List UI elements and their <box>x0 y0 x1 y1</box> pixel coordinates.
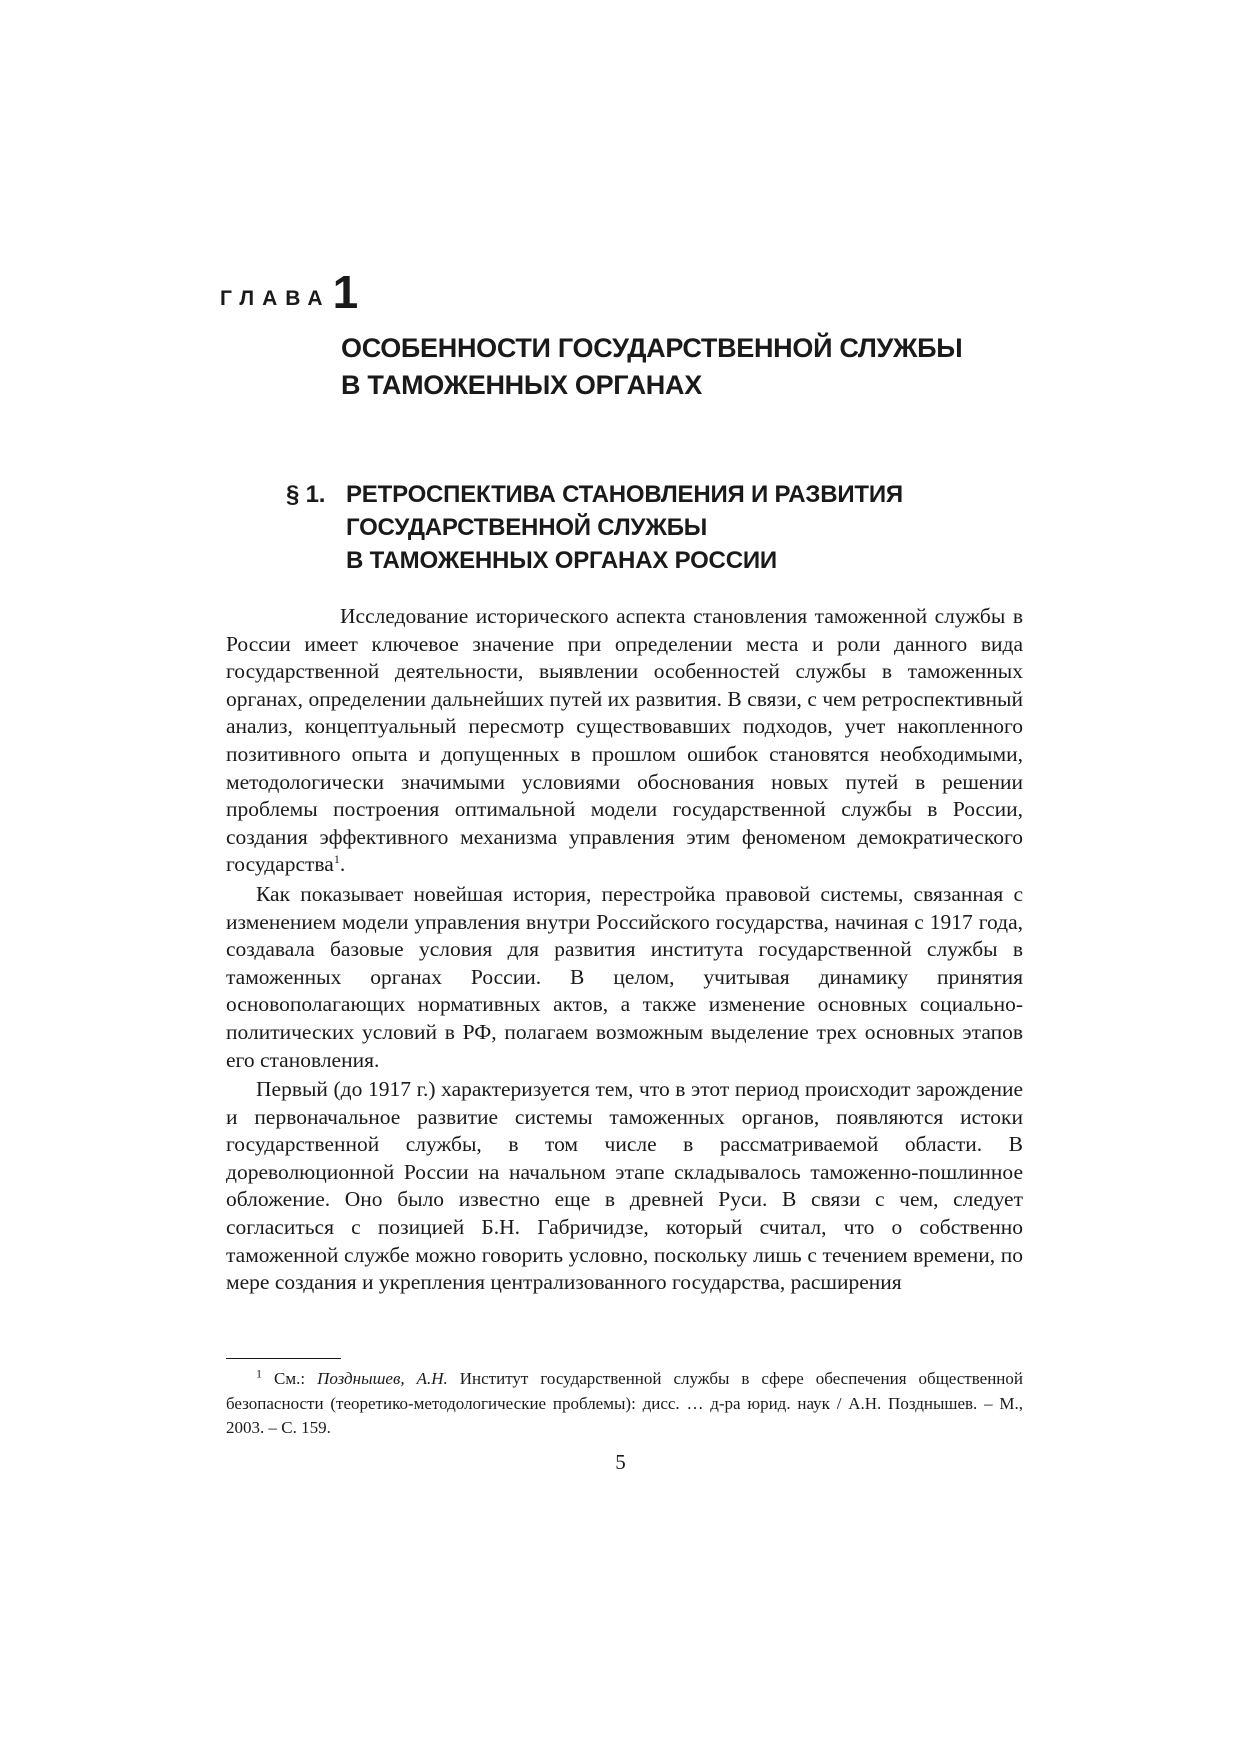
page-number: 5 <box>615 1450 626 1474</box>
section-title-line: ГОСУДАРСТВЕННОЙ СЛУЖБЫ <box>346 514 708 541</box>
footnote-marker: 1 <box>256 1366 262 1381</box>
paragraph: Первый (до 1917 г.) характеризуется тем, что в этот период происходит зарождение и первоначальное развитие системы таможенных органов, появляются истоки государственной службы, в том числе в рассматриваемой области. В дореволюционной России на начальном этапе складывалось таможенно-пошлинное обложение. Оно было известно еще в древней Руси. В связи с чем, следует согласиться с позицией Б.Н. Габричидзе, который считал, что о собственно таможенной службе можно говорить условно, поскольку лишь с течением времени, по мере создания и укрепления централизованного государства, расширения <box>226 1077 1023 1295</box>
section-title <box>346 478 903 577</box>
section-title-line: РЕТРОСПЕКТИВА СТАНОВЛЕНИЯ И РАЗВИТИЯ <box>346 481 903 508</box>
chapter-word: ГЛАВА <box>220 287 331 310</box>
paragraph: Как показывает новейшая история, перестройка правовой системы, связанная с изменением модели управления внутри Российского государства, начиная с 1917 года, создавала базовые условия для развития института государственной службы в таможенных органах России. В целом, учитывая динамику принятия основополагающих нормативных актов, а также изменение основных социально-политических условий в РФ, полагаем возможным выделение трех основных этапов его становления. <box>226 881 1023 1072</box>
paragraph-end: . <box>339 852 346 877</box>
footnote <box>226 1367 1023 1441</box>
chapter-title <box>341 330 962 404</box>
body-text <box>226 603 1023 1297</box>
footnote-reference[interactable]: 1 <box>333 852 340 867</box>
footnote-prefix: См.: <box>274 1369 306 1388</box>
footnote-text: Институт государственной службы в сфере обеспечения общественной безопасности (теоретико-методологические проблемы): дисс. … д-ра юрид. наук / А.Н. Позднышев. – М., 2003. – С. 159. <box>226 1369 1023 1437</box>
section-heading <box>286 478 903 577</box>
chapter-title-line: В ТАМОЖЕННЫХ ОРГАНАХ <box>341 370 702 400</box>
paragraph-text: Исследование исторического аспекта становления таможенной службы в России имеет ключевое значение при определении места и роли данного вида государственной деятельности, выявлении особенностей службы в таможенных органах, определении дальнейших путей их развития. В связи, с чем ретроспективный анализ, концептуальный пересмотр существовавших подходов, учет накопленного позитивного опыта и допущенных в прошлом ошибок становятся необходимыми, методологически значимыми условиями обоснования новых путей в решении проблемы построения оптимальной модели государственной службы в России, создания эффективного механизма управления этим феноменом демократического государства <box>226 604 1023 877</box>
footnote-divider <box>226 1358 341 1359</box>
section-number: § 1. <box>286 481 326 508</box>
paragraph <box>226 603 1023 879</box>
chapter-number: 1 <box>332 266 359 318</box>
chapter-title-line: ОСОБЕННОСТИ ГОСУДАРСТВЕННОЙ СЛУЖБЫ <box>341 333 963 363</box>
section-title-line: В ТАМОЖЕННЫХ ОРГАНАХ РОССИИ <box>346 547 777 574</box>
chapter-label <box>220 266 359 318</box>
footnote-author: Позднышев, А.Н. <box>317 1369 448 1388</box>
